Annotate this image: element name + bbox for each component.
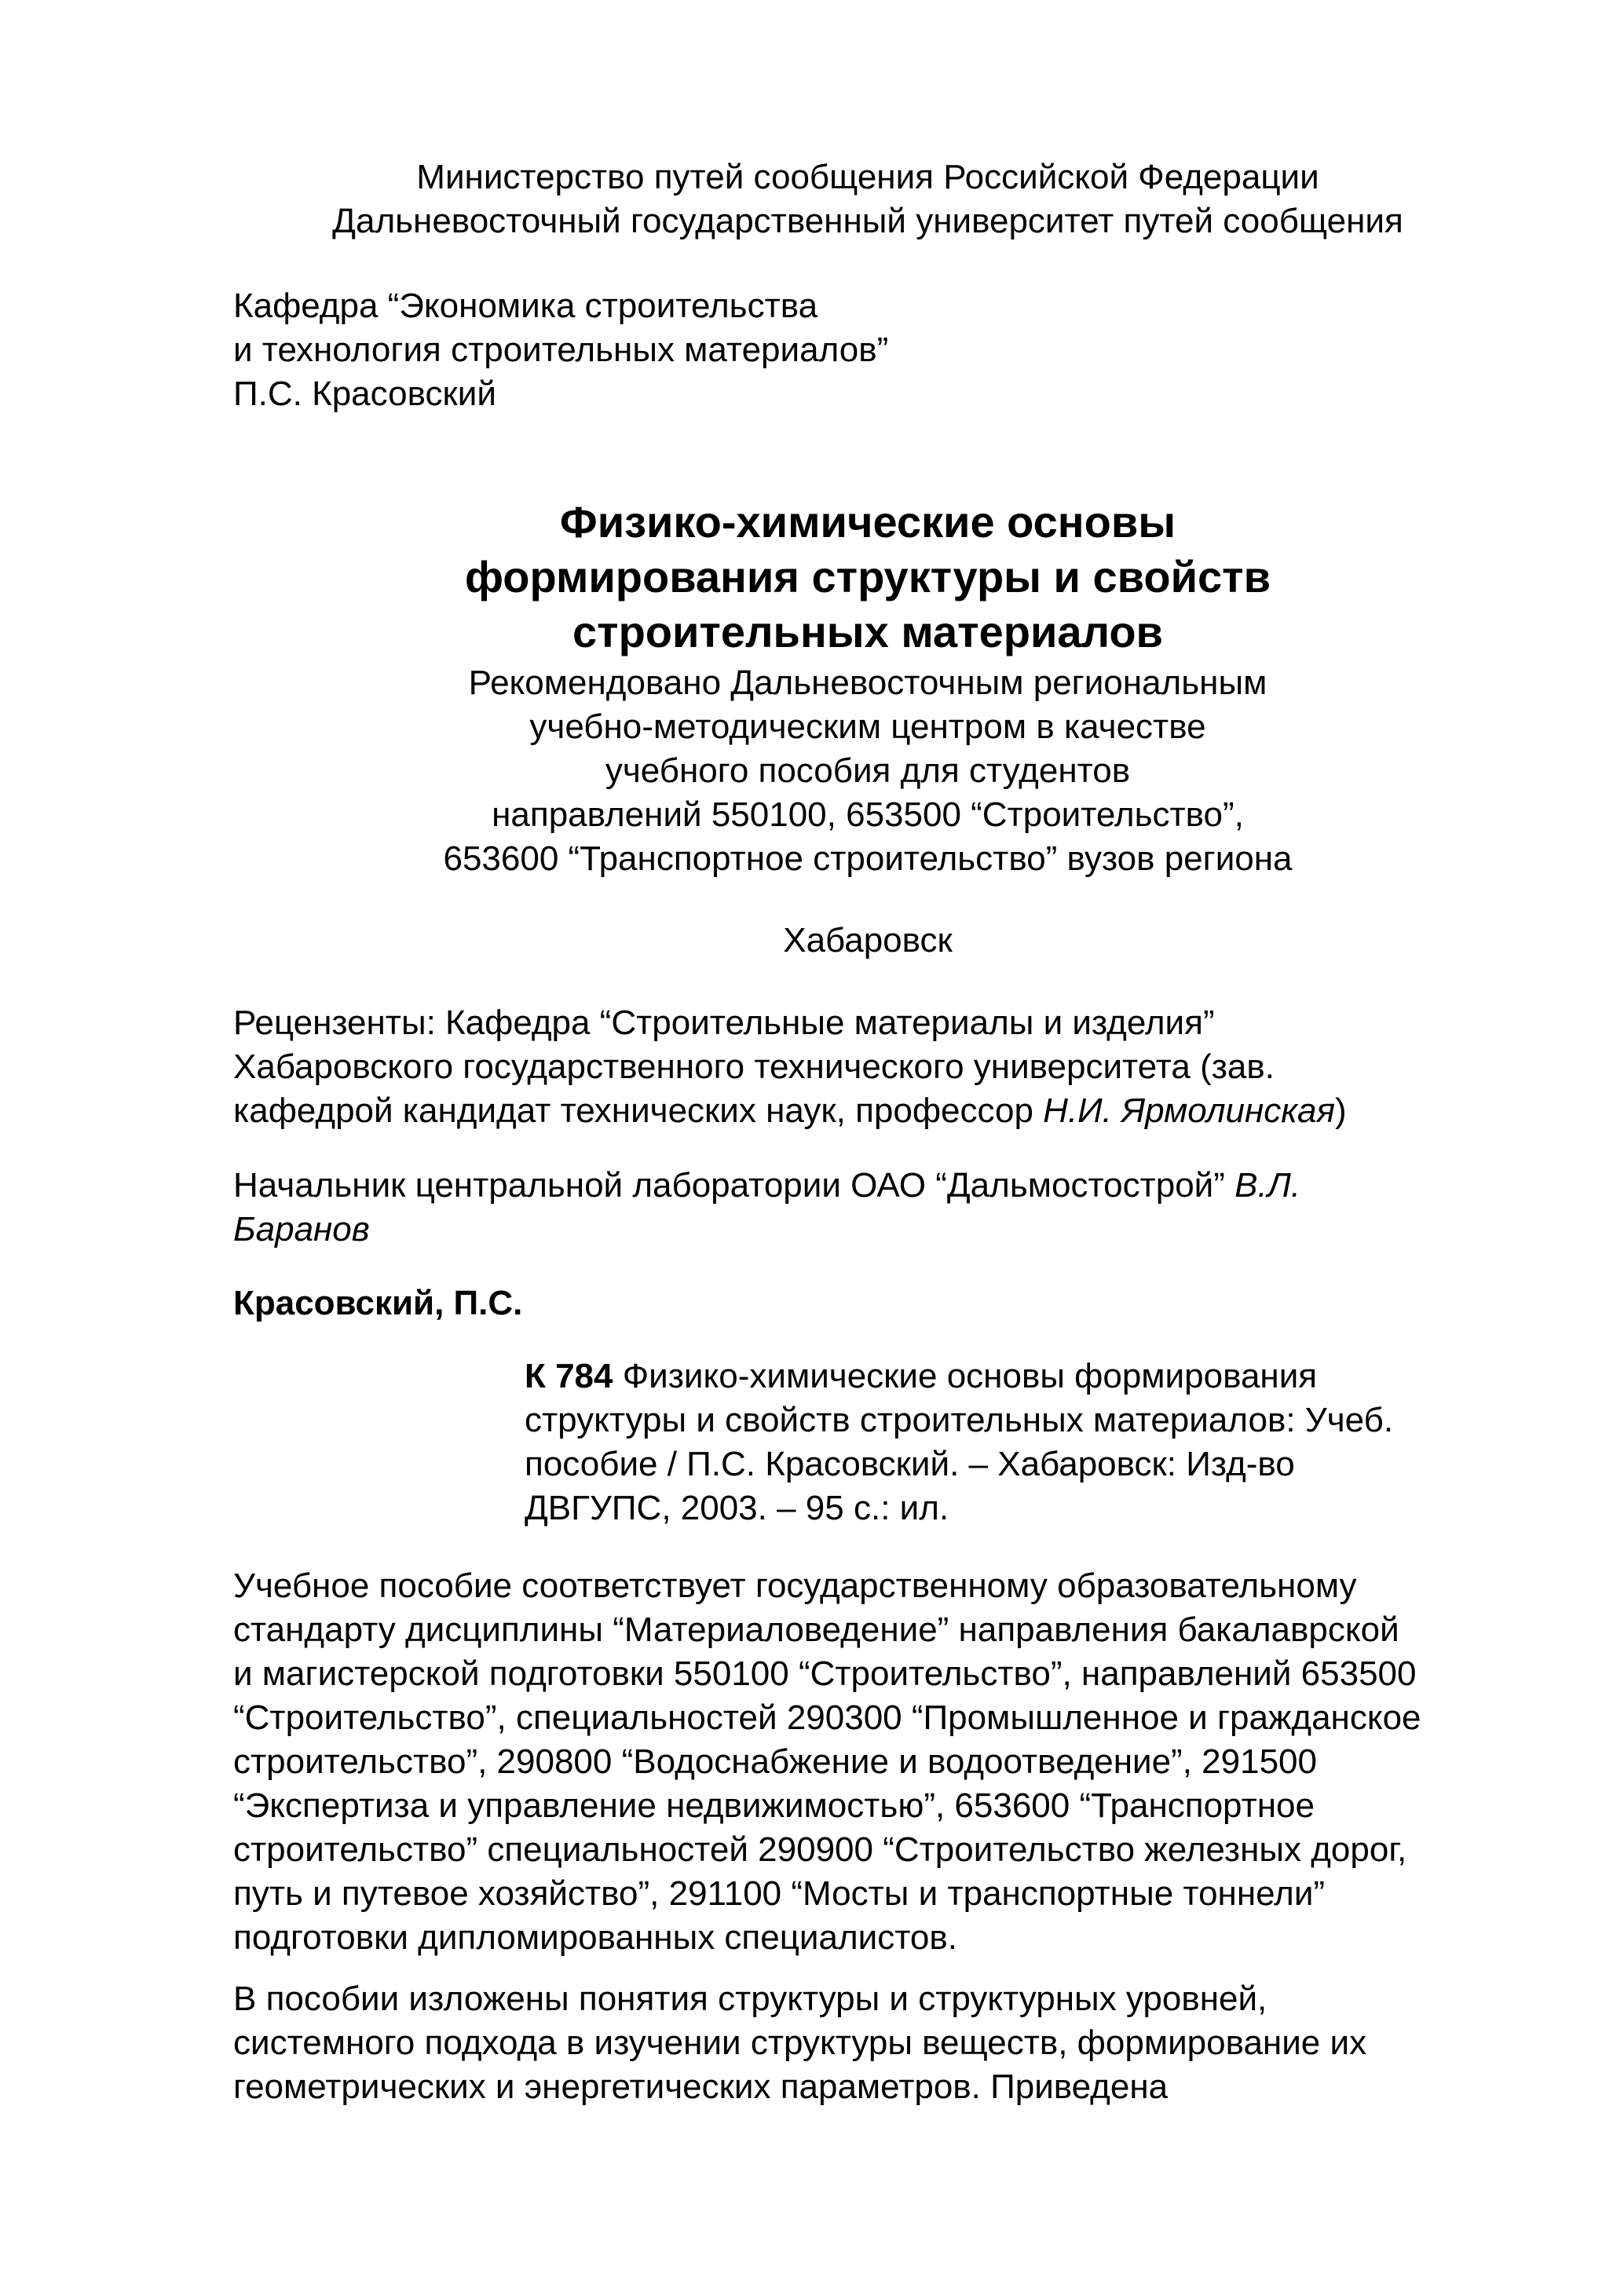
catalog-line-1-rest: Физико-химические основы формирования: [613, 1357, 1318, 1395]
abstract1-line: стандарту дисциплины “Материаловедение” направления бакалаврской: [233, 1610, 1399, 1649]
recommendation-block: [233, 661, 1502, 881]
catalog-entry: [525, 1355, 1545, 1530]
reviewers-line-3: [233, 1089, 1560, 1133]
university-line: Дальневосточный государственный университет путей сообщения: [332, 202, 1403, 240]
recommendation-line-1: Рекомендовано Дальневосточным региональным: [468, 664, 1267, 702]
recommendation-line-3: учебного пособия для студентов: [605, 751, 1131, 790]
abstract1-line: строительство”, 290800 “Водоснабжение и водоотведение”, 291500: [233, 1742, 1317, 1781]
abstract1-line: “Строительство”, специальностей 290300 “Промышленное и гражданское: [233, 1698, 1421, 1737]
catalog-line-4: ДВГУПС, 2003. – 95 с.: ил.: [525, 1489, 949, 1527]
abstract1-line: путь и путевое хозяйство”, 291100 “Мосты и транспортные тоннели”: [233, 1874, 1326, 1913]
abstract1-line: строительство” специальностей 290900 “Строительство железных дорог,: [233, 1830, 1407, 1869]
reviewers-line-3-suffix: ): [1334, 1091, 1347, 1130]
abstract-paragraph-2: [233, 1977, 1560, 2109]
recommendation-line-2: учебно-методическим центром в качестве: [529, 707, 1206, 746]
second-reviewer-block: [233, 1164, 1560, 1252]
second-reviewer-surname: Баранов: [233, 1210, 370, 1249]
reviewers-line-2: Хабаровского государственного технического университета (зав.: [233, 1047, 1275, 1086]
catalog-line-1: [525, 1355, 1545, 1398]
recommendation-line-5: 653600 “Транспортное строительство” вузов региона: [443, 839, 1293, 878]
reviewer-name: Н.И. Ярмолинская: [1043, 1091, 1335, 1130]
city: [233, 919, 1502, 963]
reviewers-line-3-prefix: кафедрой кандидат технических наук, профессор: [233, 1091, 1044, 1130]
recommendation-line-4: направлений 550100, 653500 “Строительство”,: [492, 795, 1244, 834]
abstract2-line: В пособии изложены понятия структуры и структурных уровней,: [233, 1980, 1267, 2018]
catalog-line-3: пособие / П.С. Красовский. – Хабаровск: Изд-во: [525, 1445, 1295, 1483]
department-author: П.С. Красовский: [233, 375, 496, 413]
title-line-2: формирования структуры и свойств: [465, 552, 1271, 601]
header-block: [233, 155, 1502, 243]
author-heading-text: Красовский, П.С.: [233, 1284, 523, 1322]
abstract-paragraph-1: [233, 1564, 1560, 1960]
catalog-line-2: структуры и свойств строительных материалов: Учеб.: [525, 1401, 1394, 1439]
abstract1-line: “Экспертиза и управление недвижимостью”, 653600 “Транспортное: [233, 1786, 1315, 1825]
catalog-code: К 784: [525, 1357, 613, 1395]
title-line-1: Физико-химические основы: [559, 497, 1176, 547]
abstract1-line: подготовки дипломированных специалистов.: [233, 1918, 957, 1957]
abstract2-line: геометрических и энергетических параметров. Приведена: [233, 2067, 1169, 2106]
city-text: Хабаровск: [783, 921, 953, 960]
department-block: [233, 284, 1560, 416]
abstract1-line: и магистерской подготовки 550100 “Строительство”, направлений 653500: [233, 1654, 1417, 1693]
department-line-1: Кафедра “Экономика строительства: [233, 287, 818, 325]
document-title: [233, 495, 1502, 660]
second-reviewer-prefix: Начальник центральной лаборатории ОАО “Дальмостострой”: [233, 1166, 1235, 1205]
department-line-2: и технология строительных материалов”: [233, 331, 889, 369]
author-heading: [233, 1281, 1560, 1325]
ministry-line: Министерство путей сообщения Российской Федерации: [416, 158, 1319, 196]
abstract2-line: системного подхода в изучении структуры веществ, формирование их: [233, 2024, 1367, 2062]
second-reviewer-line-1: [233, 1164, 1560, 1208]
title-line-3: строительных материалов: [572, 607, 1163, 656]
reviewers-line-1: Рецензенты: Кафедра “Строительные материалы и изделия”: [233, 1004, 1215, 1042]
reviewers-block: [233, 1001, 1560, 1133]
abstract1-line: Учебное пособие соответствует государственному образовательному: [233, 1567, 1357, 1605]
second-reviewer-initials: В.Л.: [1234, 1166, 1301, 1205]
